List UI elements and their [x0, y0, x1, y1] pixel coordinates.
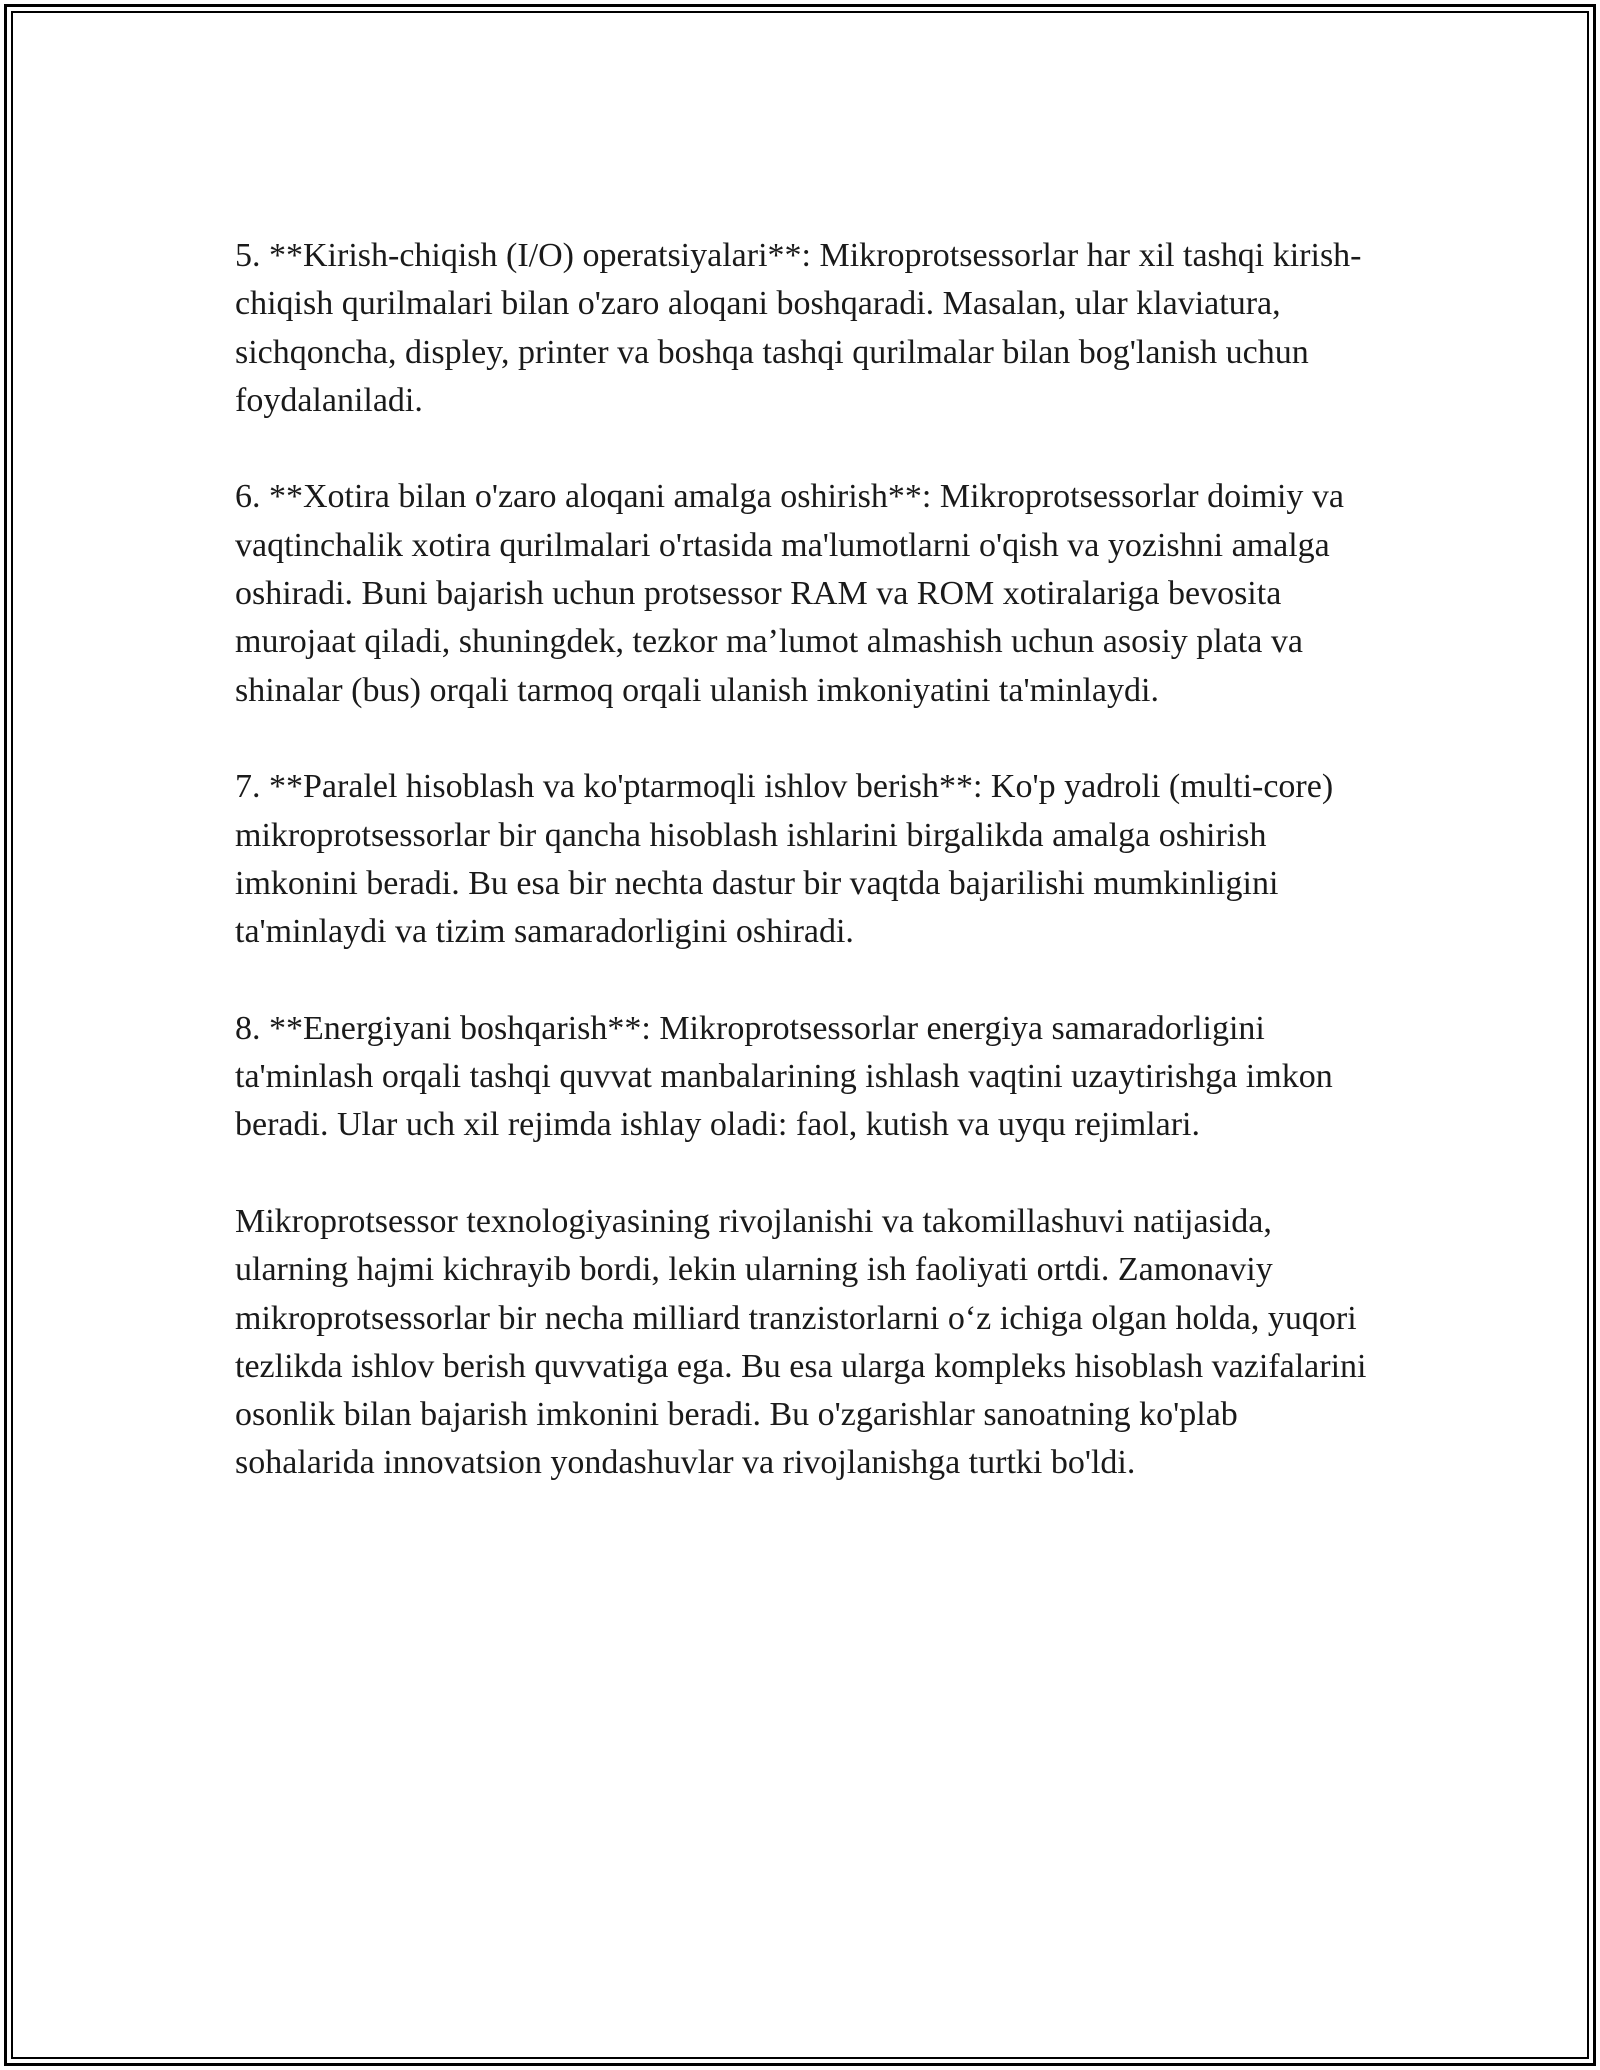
paragraph-parallel-computing: 7. **Paralel hisoblash va ko'ptarmoqli ishlov berish**: Ko'p yadroli (multi-core) mikroprotsessorlar bir qancha hisoblash ishlarini birgalikda amalga oshirish imkonini beradi. Bu esa bir nechta dastur bir vaqtda bajarilishi mumkinligini ta'minlaydi va tizim samaradorligini oshiradi. [235, 768, 1334, 951]
paragraph-io-operations: 5. **Kirish-chiqish (I/O) operatsiyalari**: Mikroprotsessorlar har xil tashqi kirish-chiqish qurilmalari bilan o'zaro aloqani boshqaradi. Masalan, ular klaviatura, sichqoncha, displey, printer va boshqa tashqi qurilmalar bilan bog'lanish uchun foydalaniladi. [235, 237, 1362, 419]
paragraph-conclusion: Mikroprotsessor texnologiyasining rivojlanishi va takomillashuvi natijasida, ularning hajmi kichrayib bordi, lekin ularning ish faoliyati ortdi. Zamonaviy mikroprotsessorlar bir necha milliard tranzistorlarni o‘z ichiga olgan holda, yuqori tezlikda ishlov berish quvvatiga ega. Bu esa ularga kompleks hisoblash vazifalarini osonlik bilan bajarish imkonini beradi. Bu o'zgarishlar sanoatning ko'plab sohalarida innovatsion yondashuvlar va rivojlanishga turtki bo'ldi. [235, 1202, 1367, 1482]
document-body [235, 232, 1375, 1488]
paragraph-memory-interaction: 6. **Xotira bilan o'zaro aloqani amalga oshirish**: Mikroprotsessorlar doimiy va vaqtinchalik xotira qurilmalari o'rtasida ma'lumotlarni o'qish va yozishni amalga oshiradi. Buni bajarish uchun protsessor RAM va ROM xotiralariga bevosita murojaat qiladi, shuningdek, tezkor ma’lumot almashish uchun asosiy plata va shinalar (bus) orqali tarmoq orqali ulanish imkoniyatini ta'minlaydi. [235, 478, 1345, 709]
paragraph-energy-management: 8. **Energiyani boshqarish**: Mikroprotsessorlar energiya samaradorligini ta'minlash orqali tashqi quvvat manbalarining ishlash vaqtini uzaytirishga imkon beradi. Ular uch xil rejimda ishlay oladi: faol, kutish va uyqu rejimlari. [235, 1009, 1333, 1144]
